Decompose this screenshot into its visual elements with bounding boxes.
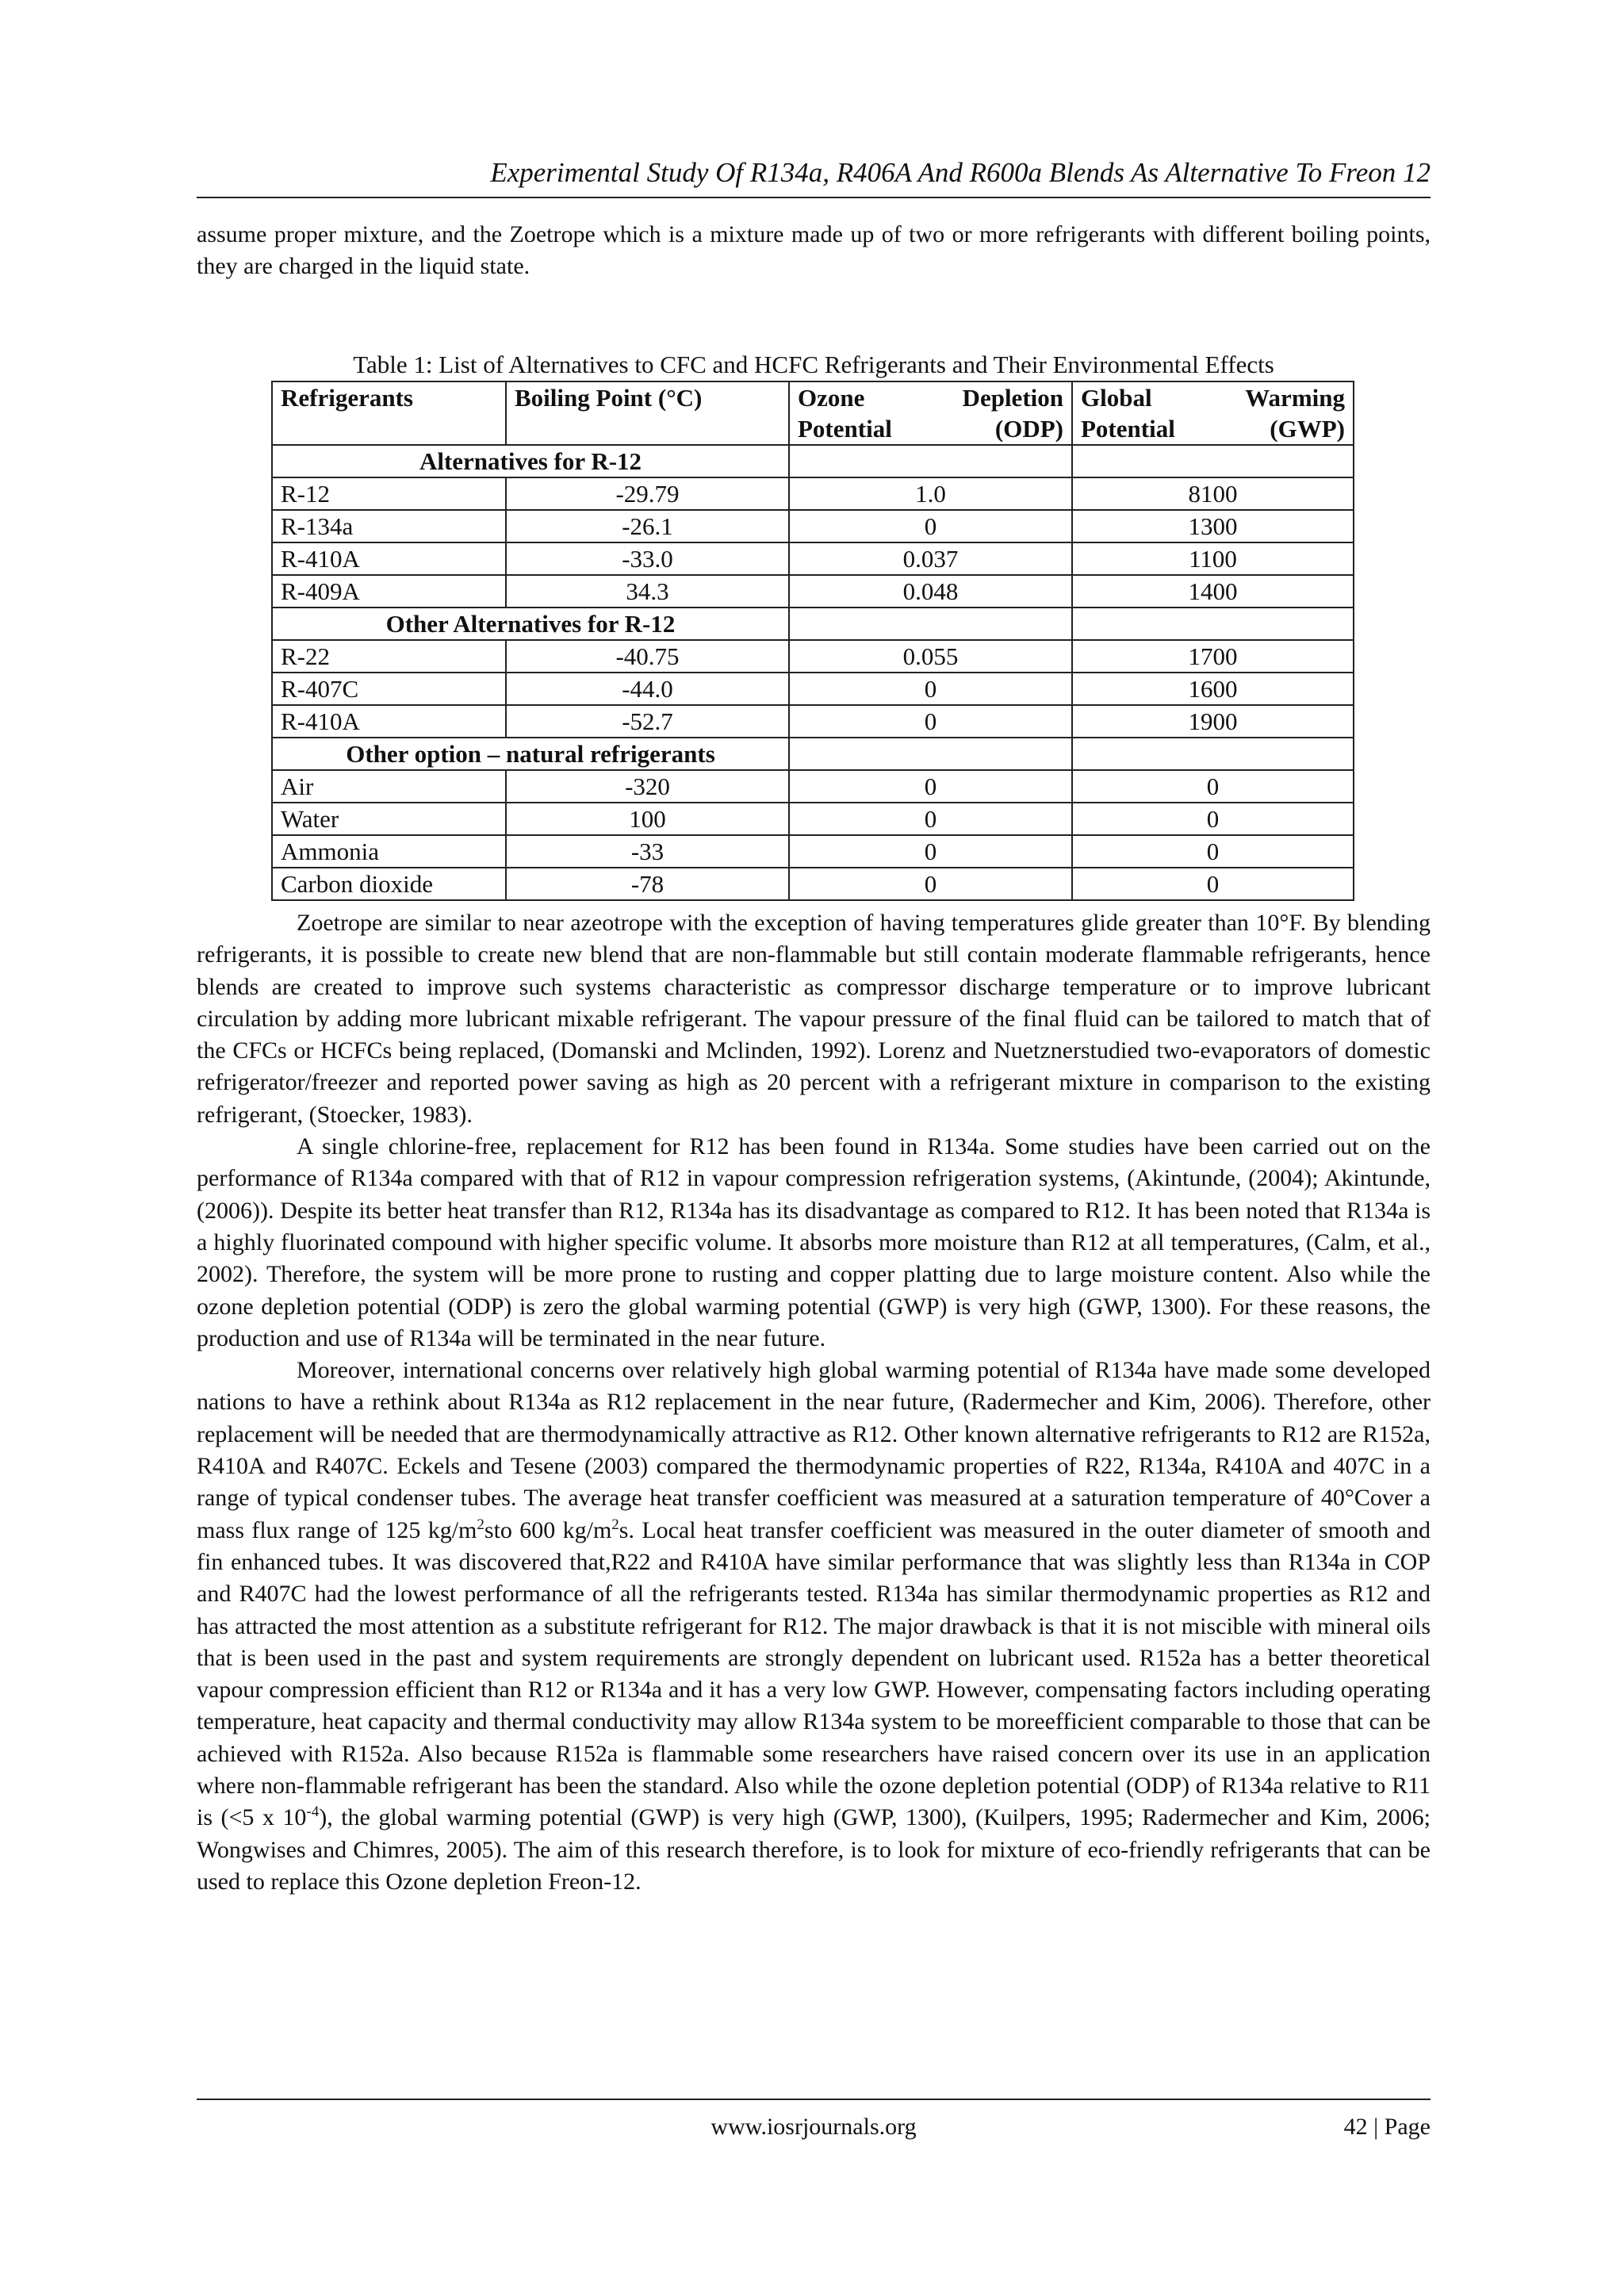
- cell-refrigerant: R-410A: [272, 705, 506, 738]
- footer-rule: [197, 2099, 1431, 2100]
- cell-gwp: 0: [1072, 868, 1354, 900]
- cell-gwp: 1600: [1072, 673, 1354, 705]
- body-text: [197, 907, 1431, 1898]
- cell-odp: 0: [789, 803, 1072, 835]
- paragraph-r134a-replacement: A single chlorine-free, replacement for R12 has been found in R134a. Some studies have been carried out on the performance of R134a compared with that of R12 in vapour compression refrigeration systems, (Akintunde, (2004); Akintunde, (2006)). Despite its better heat transfer than R12, R134a has its disadvantage as compared to R12. It has been noted that R134a is a highly fluorinated compound with higher specific volume. It absorbs more moisture than R12 at all temperatures, (Calm, et al., 2002). Therefore, the system will be more prone to rusting and copper platting due to large moisture content. Also while the ozone depletion potential (ODP) is zero the global warming potential (GWP) is very high (GWP, 1300). For these reasons, the production and use of R134a will be terminated in the near future.: [197, 1133, 1431, 1351]
- cell-boiling-point: -78: [506, 868, 789, 900]
- header-odp: Ozone Depletion Potential (ODP): [789, 381, 1072, 445]
- cell-boiling-point: -33.0: [506, 542, 789, 575]
- cell-gwp: 1300: [1072, 510, 1354, 542]
- table-row: [272, 705, 1354, 738]
- cell-refrigerant: Carbon dioxide: [272, 868, 506, 900]
- cell-gwp: 0: [1072, 835, 1354, 868]
- cell-refrigerant: Air: [272, 770, 506, 803]
- cell-odp: 0.048: [789, 575, 1072, 608]
- table-row: [272, 673, 1354, 705]
- table-row: [272, 868, 1354, 900]
- cell-boiling-point: -29.79: [506, 477, 789, 510]
- cell-odp: 0: [789, 673, 1072, 705]
- journal-page: [197, 0, 1431, 2296]
- intro-paragraph: [197, 219, 1431, 283]
- cell-odp: 0.055: [789, 640, 1072, 673]
- cell-gwp: 8100: [1072, 477, 1354, 510]
- cell-refrigerant: R-22: [272, 640, 506, 673]
- cell-gwp: 1700: [1072, 640, 1354, 673]
- table-row: [272, 835, 1354, 868]
- cell-boiling-point: -320: [506, 770, 789, 803]
- header-boiling-point: Boiling Point (°C): [506, 381, 789, 445]
- table-row: [272, 803, 1354, 835]
- cell-gwp: 1100: [1072, 542, 1354, 575]
- cell-odp: 0: [789, 835, 1072, 868]
- table-header-row: [272, 381, 1354, 445]
- table-row: [272, 510, 1354, 542]
- table-row: [272, 542, 1354, 575]
- group-row-natural: [272, 738, 1354, 770]
- group-row-alternatives: [272, 445, 1354, 477]
- group-row-other-alternatives: [272, 608, 1354, 640]
- cell-boiling-point: -33: [506, 835, 789, 868]
- paragraph-international-concerns: Moreover, international concerns over relatively high global warming potential of R134a have made some developed nations to have a rethink about R134a as R12 replacement in the near future, (Radermecher and Kim, 2006). Therefore, other replacement will be needed that are thermodynamically attractive as R12. Other known alternative refrigerants to R12 are R152a, R410A and R407C. Eckels and Tesene (2003) compared the thermodynamic properties of R22, R134a, R410A and 407C in a range of typical condenser tubes. The average heat transfer coefficient was measured at a saturation temperature of 40°Cover a mass flux range of 125 $kg/m^2sto$ 600 $kg/m^2s$. Local heat transfer coefficient was measured in the outer diameter of smooth and fin enhanced tubes. It was discovered that,R22 and R410A have similar performance that was slightly less than R134a in COP and R407C had the lowest performance of all the refrigerants tested. R134a has similar thermodynamic properties as R12 and has attracted the most attention as a substitute refrigerant for R12. The major drawback is that it is not miscible with mineral oils that is been used in the past and system requirements are strongly dependent on lubricant used. R152a has a better theoretical vapour compression efficient than R12 or R134a and it has a very low GWP. However, compensating factors including operating temperature, heat capacity and thermal conductivity may allow R134a system to be moreefficient comparable to those that can be achieved with R152a. Also because R152a is flammable some researchers have raised concern over its use in an application where non-flammable refrigerant has been the standard. Also while the ozone depletion potential (ODP) of R134a relative to R11 is (<5 x $10^{-4}$), the global warming potential (GWP) is very high (GWP, 1300), (Kuilpers, 1995; Radermecher and Kim, 2006; Wongwises and Chimres, 2005). The aim of this research therefore, is to look for mixture of eco-friendly refrigerants that can be used to replace this Ozone depletion Freon-12.: [197, 1357, 1431, 1895]
- cell-odp: 0: [789, 705, 1072, 738]
- cell-gwp: 1900: [1072, 705, 1354, 738]
- paragraph-zoetrope: Zoetrope are similar to near azeotrope with the exception of having temperatures glide greater than 10°F. By blending refrigerants, it is possible to create new blend that are non-flammable but still contain moderate flammable refrigerants, hence blends are created to improve such systems characteristic as compressor discharge temperature or to improve lubricant circulation by adding more lubricant mixable refrigerant. The vapour pressure of the final fluid can be tailored to match that of the CFCs or HCFCs being replaced, (Domanski and Mclinden, 1992). Lorenz and Nuetznerstudied two-evaporators of domestic refrigerator/freezer and reported power saving as high as 20 percent with a refrigerant mixture in comparison to the existing refrigerant, (Stoecker, 1983).: [197, 910, 1431, 1128]
- cell-boiling-point: -52.7: [506, 705, 789, 738]
- table-row: [272, 770, 1354, 803]
- table-row: [272, 477, 1354, 510]
- cell-boiling-point: 100: [506, 803, 789, 835]
- cell-odp: 1.0: [789, 477, 1072, 510]
- group-title: Other Alternatives for R-12: [272, 608, 789, 640]
- cell-refrigerant: R-410A: [272, 542, 506, 575]
- cell-boiling-point: -44.0: [506, 673, 789, 705]
- header-refrigerants: Refrigerants: [272, 381, 506, 445]
- cell-odp: 0.037: [789, 542, 1072, 575]
- table-row: [272, 575, 1354, 608]
- group-title: Alternatives for R-12: [272, 445, 789, 477]
- table-caption: Table 1: List of Alternatives to CFC and HCFC Refrigerants and Their Environmental Effects: [353, 351, 1274, 378]
- cell-odp: 0: [789, 770, 1072, 803]
- table-row: [272, 640, 1354, 673]
- cell-refrigerant: R-12: [272, 477, 506, 510]
- cell-refrigerant: Water: [272, 803, 506, 835]
- page-number: 42 | Page: [1343, 2114, 1431, 2140]
- intro-text: assume proper mixture, and the Zoetrope which is a mixture made up of two or more refrigerants with different boiling points, they are charged in the liquid state.: [197, 221, 1431, 280]
- cell-refrigerant: R-409A: [272, 575, 506, 608]
- journal-url: www.iosrjournals.org: [710, 2114, 917, 2140]
- header-rule: [197, 197, 1431, 198]
- cell-odp: 0: [789, 868, 1072, 900]
- refrigerant-table: [271, 381, 1354, 901]
- header-gwp: Global Warming Potential (GWP): [1072, 381, 1354, 445]
- group-title: Other option – natural refrigerants: [272, 738, 789, 770]
- cell-boiling-point: -40.75: [506, 640, 789, 673]
- cell-gwp: 0: [1072, 770, 1354, 803]
- cell-refrigerant: R-407C: [272, 673, 506, 705]
- cell-gwp: 1400: [1072, 575, 1354, 608]
- cell-boiling-point: -26.1: [506, 510, 789, 542]
- cell-odp: 0: [789, 510, 1072, 542]
- cell-refrigerant: Ammonia: [272, 835, 506, 868]
- cell-boiling-point: 34.3: [506, 575, 789, 608]
- running-head: Experimental Study Of R134a, R406A And R600a Blends As Alternative To Freon 12: [490, 157, 1431, 188]
- cell-refrigerant: R-134a: [272, 510, 506, 542]
- cell-gwp: 0: [1072, 803, 1354, 835]
